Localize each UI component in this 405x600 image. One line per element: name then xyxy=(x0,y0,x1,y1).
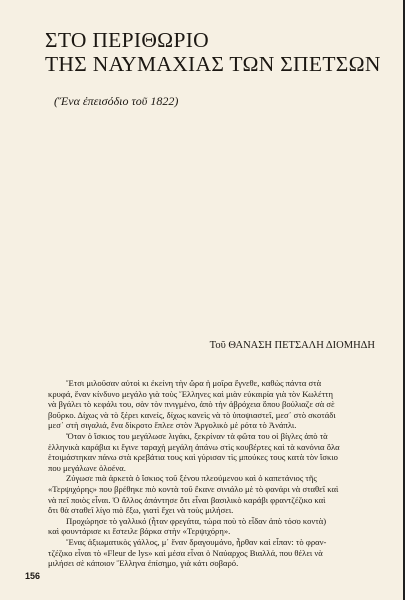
article-subtitle: (Ἕνα ἐπεισόδιο τοῦ 1822) xyxy=(54,94,179,108)
body-line: κρυφά, ἕναν κίνδυνο μεγάλο γιὰ τοὺς Ἕλληνες καὶ μιὰν εὐκαιρία γιὰ τὸν Κωλέττη xyxy=(48,388,333,399)
body-line: Ἕνας ἀξιωματικὸς γάλλος, μ᾿ ἕναν δραγουμάνο, ἦρθαν καὶ εἶπαν: τὸ φραν- xyxy=(66,536,327,547)
body-line: νὰ πεῖ ποιὸς εἶναι. Ὁ ἄλλος ἀπάντησε ὅτι εἶναι βασιλικὸ καράβι φραντζέζικο καὶ xyxy=(48,494,326,505)
body-line: ὅτι θὰ σταθεῖ λίγο πιὸ ἔξω, γιατὶ ἔχει νὰ τοὺς μιλήσει. xyxy=(48,505,234,516)
article-title xyxy=(45,28,381,76)
body-line: ἑλληνικὰ καράβια κι ἔγινε ταραχὴ μεγάλη ἀπάνω στὶς κουβέρτες καὶ τὰ κανόνια ὅλα xyxy=(48,441,340,452)
body-line: ἑτοιμάστηκαν πάνω στὰ κρεβάτια τους καὶ γύρισαν τὶς μπούκες τους κατὰ τὸν ἴσκιο xyxy=(48,452,338,463)
body-line: τζέζικο εἶναι τὸ «Fleur de lys» καὶ μέσα εἶναι ὁ Ναύαρχος Βιαλλά, που θέλει νὰ xyxy=(48,547,323,558)
body-line: Προχώρησε τὸ γαλλικό (ἦταν φρεγάτα, τώρα ποὺ τὸ εἶδαν ἀπὸ τόσο κοντὰ) xyxy=(66,515,327,526)
page-number: 156 xyxy=(25,571,41,581)
author-byline: Τοῦ ΘΑΝΑΣΗ ΠΕΤΣΑΛΗ ΔΙΟΜΗΔΗ xyxy=(209,340,375,351)
body-line: μεσ᾿ στὴ σιγαλιά, ἕνα δίκροτο ἔπλεε στὸν Ἀργολικὸ μὲ ρότα τὸ Ἀνάπλι. xyxy=(48,420,297,431)
body-line: που μεγάλωνε ὁλοένα. xyxy=(48,462,126,473)
article-body xyxy=(48,378,375,569)
body-line: νὰ βγάλει τὸ κεφάλι του, σὰν τὸν πνιγμένο, ἀπὸ τὴν ἀβρόχεια ὅπου βούλιαζε σὰ σὲ xyxy=(48,399,335,410)
body-line: «Τερψιχόρης» που βρέθηκε πιὸ κοντὰ τοῦ ἔκανε σινιάλο μὲ τὸ φανάρι νὰ σταθεῖ καὶ xyxy=(48,483,339,494)
title-line-2: ΤΗΣ ΝΑΥΜΑΧΙΑΣ ΤΩΝ ΣΠΕΤΣΩΝ xyxy=(45,52,381,76)
title-line-1: ΣΤΟ ΠΕΡΙΘΩΡΙΟ xyxy=(45,28,209,52)
body-line: Ὅταν ὁ ἴσκιος του μεγάλωσε λιγάκι, ξεκρίναν τὰ φῶτα του οἱ βίγλες ἀπὸ τὰ xyxy=(66,430,328,441)
body-line: βοῦρκο. Δίχως νὰ τὸ ξέρει κανείς, δίχως κανεὶς νὰ τὸ ὑποψιαστεῖ, μεσ᾿ στὸ σκοτάδι xyxy=(48,409,336,420)
body-line: Ζύγωσε πιὰ ἀρκετὰ ὁ ἴσκιος τοῦ ξένου πλεούμενου καὶ ὁ καπετάνιος τῆς xyxy=(66,473,317,484)
body-line: μιλήσει σὲ κάποιον Ἕλληνα ἐπίσημο, γιὰ κάτι σοβαρό. xyxy=(48,558,239,569)
body-line: Ἔτσι μιλοῦσαν αὐτοὶ κι ἐκείνη τὴν ὥρα ἡ μοῖρα ἔγνεθε, καθὼς πάντα στὰ xyxy=(66,378,322,388)
body-line: καὶ φουντάρισε κι ἔστειλε βάρκα στὴν «Τερψιχόρη». xyxy=(48,526,231,537)
